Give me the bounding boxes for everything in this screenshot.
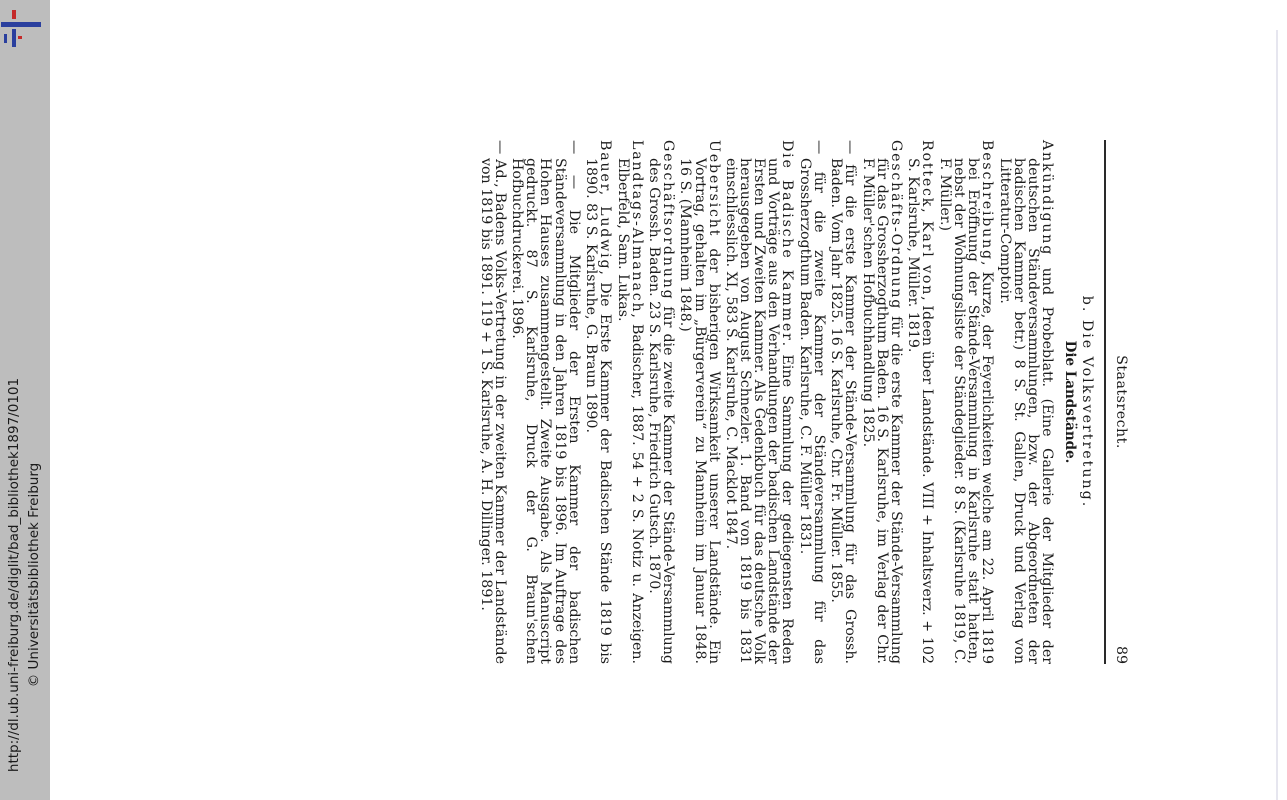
- entry-text: für die erste Kammer der Stände-Versammlung für das Grossherzogthum Baden. 16 S. Karlsruhe, im Verlag der Chr. F. Müller'schen Hofbuchhandlung 1825.: [859, 158, 904, 664]
- entry-lead: —: [842, 140, 859, 155]
- logo-red-bar-top: [12, 10, 16, 19]
- entry-text: , Die Erste Kammer der Badischen Stände 1819 bis 1890. 83 S. Karlsruhe, G. Braun 1890.: [583, 158, 614, 665]
- sidebar-caption: [4, 365, 44, 785]
- entry-lead: Beschreibung: [979, 140, 996, 261]
- entry-lead: — —: [565, 140, 582, 190]
- page-header: [1110, 140, 1128, 664]
- sidebar-url[interactable]: http://dl.ub.uni-freiburg.de/diglit/bad_bibliothek1897/0101: [6, 377, 22, 773]
- entry-lead: —: [491, 140, 508, 155]
- entry-lead: Die Badische Kammer: [779, 140, 796, 342]
- entry-text: , Kurze, der Feyerlichkeiten welche am 22. April 1819 bei Eröffnung der Stände-Versammlung in Karlsruhe statt hatten, nebst der Wohnungsliste der Ständeglieder. 8 S. (Karlsruhe 1819, C. F. Müller.): [936, 158, 996, 664]
- entry-lead: Uebersicht: [705, 140, 722, 238]
- running-title: Staatsrecht.: [1113, 355, 1129, 449]
- entry-lead: —: [810, 140, 827, 155]
- page-number: 89: [1113, 645, 1129, 664]
- logo-blue-stem-mid: [12, 29, 16, 47]
- entry-text: , Badischer, 1887. 54 + 2 S. Notiz u. Anzeigen. Elberfeld, Sam. Lukas.: [614, 158, 645, 664]
- header-rule: [1104, 140, 1106, 664]
- entry-text: und Probeblatt. (Eine Gallerie der Mitglieder der deutschen Ständeversammlungen, bzw. der Abgeordneten der badischen Kammer betr.) 8 S. St. Gallen, Druck und Verlag von Litteratur-Comptoir.: [996, 158, 1055, 664]
- bibliography-entry: [861, 140, 903, 664]
- entry-lead: Rotteck, Karl von: [919, 140, 936, 297]
- bibliography-entry: [938, 140, 994, 664]
- bibliography-entry: [615, 140, 643, 664]
- subsection-title: Die Landstände.: [1061, 340, 1078, 464]
- sidebar-copyright: © Universitätsbibliothek Freiburg: [26, 462, 42, 688]
- entry-lead: Ankündigung: [1038, 140, 1055, 257]
- entry-lead: Bauer, Ludwig: [597, 140, 614, 271]
- logo-blue-stem-left: [4, 34, 7, 43]
- scanned-page: [276, 140, 1128, 664]
- entry-lead: Landtags-Almanach: [628, 140, 645, 314]
- viewer-sidebar: [0, 0, 50, 800]
- logo-red-dot: [18, 36, 22, 39]
- entry-text: . Eine Sammlung der gediegensten Reden und Vorträge aus den Verhandlungen der badischen Landstände der Ersten und Zweiten Kammer. Als Gedenkbuch für das deutsche Volk herausgegeben von August Schnezler. 1. Band von 1819 bis 1831 einschliesslich. XI, 583 S. Karlsruhe, C. Macklot 1847.: [723, 158, 796, 664]
- bibliography-entry: [906, 140, 934, 664]
- entry-text: für die zweite Kammer der Stände-Versammlung des Grossh. Baden. 23 S. Karlsruhe, Friedrich Gutsch. 1870.: [646, 158, 677, 664]
- entry-text: , Ideen über Landstände. VIII + Inhaltsverz. + 102 S. Karlsruhe, Müller. 1819.: [905, 158, 936, 664]
- library-logo-icon: [1, 6, 43, 50]
- bibliography-entry: [829, 140, 857, 664]
- entry-text: Ad., Badens Volks-Vertretung in der zweiten Kammer der Landstände von 1819 bis 1891. 119 + 1 S. Karlsruhe, A. H. Dillinger. 1891.: [477, 154, 508, 664]
- bibliography-entry: [798, 140, 826, 664]
- bibliography-entry: [724, 140, 794, 664]
- bibliography-entry: [647, 140, 675, 664]
- bibliography-entry: [510, 140, 580, 664]
- entry-text: der bisherigen Wirksamkeit unserer Landstände. Ein Vortrag, gehalten im „Bürgerverein“ zu Mannheim im Januar 1848. 16 S. (Mannheim 1848.): [677, 158, 722, 664]
- entry-lead: Geschäftsordnung: [660, 140, 677, 301]
- logo-blue-bar: [1, 22, 41, 27]
- entry-text: Die Mitglieder der Ersten Kammer der badischen Ständeversammlung in den Jahren 1819 bis 1896. Im Auftrage des Hohen Hauses zusammengestellt. Zweite Ausgabe. Als Manuscript gedruckt. 87 S. Karlsruhe, Druck der G. Braun'schen Hofbuchdruckerei. 1896.: [509, 158, 582, 664]
- bibliography-entry: [678, 140, 720, 664]
- entry-text: für die zweite Kammer der Ständeversammlung für das Grossherzogthum Baden. Karlsruhe, C. F. Müller 1831.: [796, 154, 827, 664]
- bibliography-entry: [479, 140, 507, 664]
- entry-lead: Geschäfts-Ordnung: [887, 140, 904, 311]
- bibliography-entry: [584, 140, 612, 664]
- bibliography-entry: [997, 140, 1053, 664]
- page-edge: [1276, 30, 1278, 800]
- section-title: b. Die Volksvertretung.: [1079, 295, 1095, 509]
- entry-text: für die erste Kammer der Stände-Versammlung für das Grossh. Baden. Vom Jahr 1825. 16 S. Karlsruhe, Chr. Fr. Müller. 1855.: [828, 154, 859, 664]
